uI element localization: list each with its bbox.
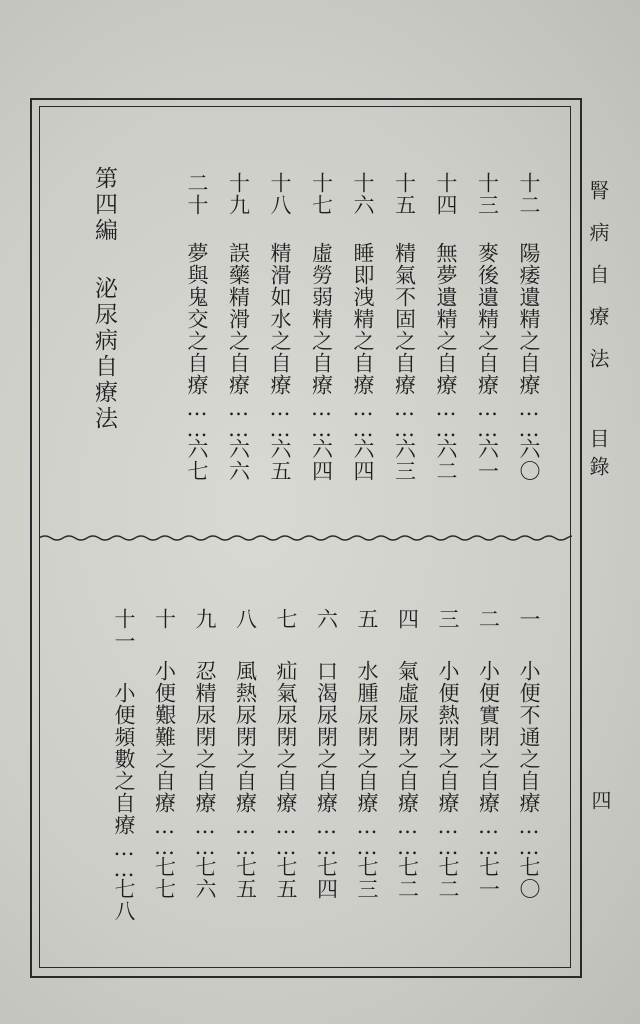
entry-leader: ……: [392, 396, 417, 438]
entry-leader: ……: [112, 836, 136, 878]
toc-entry: [186, 172, 207, 482]
entry-page: 六〇: [517, 438, 541, 482]
entry-page: 七六: [193, 856, 217, 900]
entry-page: 七七: [152, 856, 177, 900]
entry-number: 四: [395, 608, 420, 630]
entry-page: 七〇: [517, 856, 541, 900]
toc-entry: [437, 608, 458, 900]
toc-entry: [352, 172, 373, 482]
entry-title: 睡即洩精之自療: [351, 242, 375, 396]
running-title: 腎病自療法: [586, 180, 610, 390]
entry-page: 七五: [233, 856, 258, 900]
entry-number: 十八: [268, 172, 292, 216]
entry-number: 十九: [226, 172, 251, 216]
entry-page: 六六: [226, 438, 251, 482]
toc-entry: [435, 172, 456, 482]
entry-leader: ……: [193, 814, 217, 856]
entry-title: 小便頻數之自療: [112, 682, 136, 836]
entry-title: 口渴尿閉之自療: [314, 660, 339, 814]
entry-leader: ……: [233, 814, 258, 856]
running-section: 目錄: [586, 428, 610, 484]
entry-leader: ……: [274, 814, 298, 856]
entry-number: 十五: [392, 172, 417, 216]
entry-number: 一: [517, 608, 541, 630]
entry-page: 六二: [434, 438, 458, 482]
entry-page: 六三: [392, 438, 417, 482]
entry-number: 八: [233, 608, 258, 630]
entry-page: 六四: [309, 438, 334, 482]
toc-entry: [113, 608, 134, 922]
toc-entry: [477, 172, 498, 482]
entry-leader: ……: [476, 814, 501, 856]
part-title: 泌尿病自療法: [91, 276, 117, 432]
entry-page: 七八: [112, 878, 136, 922]
entry-number: 十一: [112, 608, 136, 652]
entry-leader: ……: [517, 396, 541, 438]
entry-page: 六四: [351, 438, 375, 482]
entry-leader: ……: [351, 396, 375, 438]
entry-page: 七三: [355, 856, 379, 900]
entry-number: 十: [152, 608, 177, 630]
entry-leader: ……: [268, 396, 292, 438]
entry-number: 五: [355, 608, 379, 630]
entry-page: 六五: [268, 438, 292, 482]
entry-title: 虛勞弱精之自療: [309, 242, 334, 396]
part-label: 第四編: [91, 166, 117, 244]
entry-number: 七: [274, 608, 298, 630]
toc-entry: [154, 608, 175, 900]
toc-entry: [356, 608, 377, 900]
toc-entry: [316, 608, 337, 900]
toc-entry: [397, 608, 418, 900]
toc-entry: [235, 608, 256, 900]
entry-page: 七一: [476, 856, 501, 900]
entry-title: 精滑如水之自療: [268, 242, 292, 396]
entry-title: 夢與鬼交之自療: [185, 242, 209, 396]
entry-leader: ……: [309, 396, 334, 438]
entry-title: 氣虛尿閉之自療: [395, 660, 420, 814]
entry-leader: ……: [517, 814, 541, 856]
entry-leader: ……: [434, 396, 458, 438]
entry-page: 七四: [314, 856, 339, 900]
entry-title: 精氣不固之自療: [392, 242, 417, 396]
entry-leader: ……: [395, 814, 420, 856]
wavy-divider: [39, 532, 572, 544]
entry-title: 小便熱閉之自療: [436, 660, 460, 814]
entry-title: 小便實閉之自療: [476, 660, 501, 814]
entry-title: 風熱尿閉之自療: [233, 660, 258, 814]
entry-number: 十六: [351, 172, 375, 216]
entry-leader: ……: [355, 814, 379, 856]
entry-number: 九: [193, 608, 217, 630]
entry-page: 七五: [274, 856, 298, 900]
entry-title: 陽痿遺精之自療: [517, 242, 541, 396]
entry-number: 十三: [475, 172, 500, 216]
entry-leader: ……: [226, 396, 251, 438]
entry-number: 十七: [309, 172, 334, 216]
entry-title: 小便不通之自療: [517, 660, 541, 814]
entry-title: 誤藥精滑之自療: [226, 242, 251, 396]
toc-entry: [194, 608, 215, 900]
entry-number: 二: [476, 608, 501, 630]
entry-leader: ……: [152, 814, 177, 856]
entry-title: 小便艱難之自療: [152, 660, 177, 814]
toc-entry: [518, 608, 539, 900]
entry-page: 六七: [185, 438, 209, 482]
entry-number: 十四: [434, 172, 458, 216]
entry-title: 疝氣尿閉之自療: [274, 660, 298, 814]
page-number: 四: [588, 790, 612, 810]
toc-entry: [269, 172, 290, 482]
toc-entry: [228, 172, 249, 482]
entry-number: 六: [314, 608, 339, 630]
entry-title: 忍精尿閉之自療: [193, 660, 217, 814]
entry-title: 水腫尿閉之自療: [355, 660, 379, 814]
entry-number: 十二: [517, 172, 541, 216]
entry-leader: ……: [314, 814, 339, 856]
toc-entry: [275, 608, 296, 900]
toc-entry: [394, 172, 415, 482]
entry-leader: ……: [185, 396, 209, 438]
toc-entry: [311, 172, 332, 482]
entry-page: 七二: [436, 856, 460, 900]
entry-page: 六一: [475, 438, 500, 482]
entry-title: 無夢遺精之自療: [434, 242, 458, 396]
entry-leader: ……: [475, 396, 500, 438]
entry-leader: ……: [436, 814, 460, 856]
part-heading: [92, 166, 115, 432]
entry-page: 七二: [395, 856, 420, 900]
toc-entry: [478, 608, 499, 900]
entry-title: 麥後遺精之自療: [475, 242, 500, 396]
entry-number: 二十: [185, 172, 209, 216]
toc-entry: [518, 172, 539, 482]
entry-number: 三: [436, 608, 460, 630]
